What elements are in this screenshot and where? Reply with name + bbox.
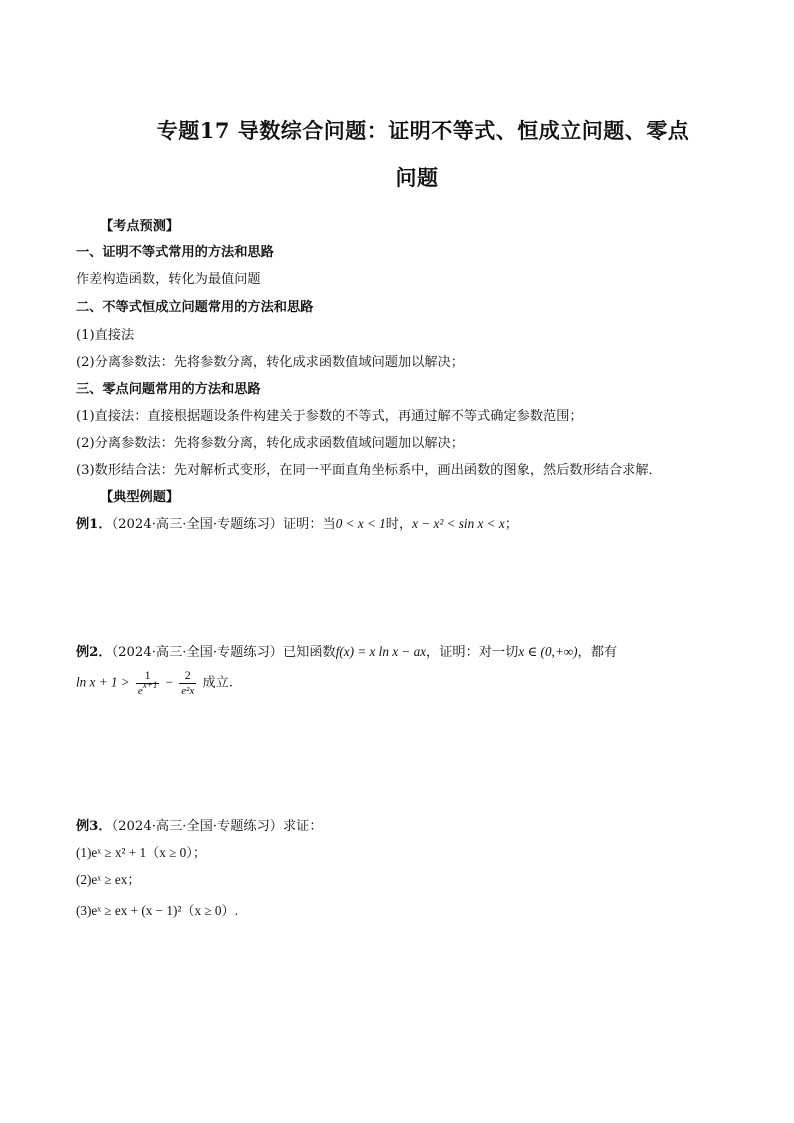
example-2-function: f(x) = x ln x − ax — [335, 644, 427, 659]
section-2-heading: 二、不等式恒成立问题常用的方法和思路 — [76, 300, 314, 315]
example-1-condition: 0 < x < 1 — [335, 516, 386, 531]
fraction-2-denominator: e²x — [181, 685, 195, 697]
example-2-minus: − — [165, 674, 174, 690]
section-2-item-1: (1)直接法 — [76, 328, 135, 343]
example-2-label: 例2． — [76, 645, 112, 660]
example-3-source: （2024·高三·全国·专题练习）求证： — [111, 819, 323, 834]
example-2-source: （2024·高三·全国·专题练习）已知函数 — [111, 645, 336, 660]
example-1-label: 例1． — [76, 517, 112, 532]
example-1-inequality: x − x² < sin x < x — [412, 516, 505, 531]
section-3-item-2: (2)分离参数法：先将参数分离，转化成求函数值域问题加以解决； — [76, 436, 464, 451]
example-3 — [76, 815, 323, 834]
section-1-body: 作差构造函数，转化为最值问题 — [76, 272, 261, 287]
fraction-1-denominator — [136, 680, 159, 698]
example-3-item-1: (1)eˣ ≥ x² + 1（x ≥ 0）； — [76, 845, 207, 860]
example-1-source: （2024·高三·全国·专题练习）证明：当 — [111, 517, 336, 532]
example-1-mid: 时， — [385, 517, 413, 532]
forecast-heading: 【考点预测】 — [100, 219, 180, 234]
section-3-item-3: (3)数形结合法：先对解析式变形，在同一平面直角坐标系中，画出函数的图象，然后数形结合求解． — [76, 463, 662, 478]
example-3-item-3: (3)eˣ ≥ ex + (x − 1)²（x ≥ 0）. — [76, 903, 238, 918]
example-3-label: 例3． — [76, 819, 112, 834]
section-3-item-1: (1)直接法：直接根据题设条件构建关于参数的不等式，再通过解不等式确定参数范围； — [76, 409, 583, 424]
example-2-domain: x ∈ (0,+∞) — [518, 644, 578, 659]
document-title-line-2: 问题 — [395, 165, 439, 190]
example-2-fraction-1 — [136, 668, 159, 698]
example-3-item-2: (2)eˣ ≥ ex； — [76, 872, 141, 887]
example-2-lhs: ln x + 1 > — [76, 674, 130, 690]
fraction-1-base: e — [137, 685, 143, 697]
example-2-tail: 成立. — [202, 675, 234, 691]
example-1-end: ； — [504, 517, 518, 532]
example-2-fraction-2 — [179, 668, 196, 698]
fraction-2-numerator: 2 — [179, 668, 196, 684]
example-1 — [76, 513, 518, 532]
example-2-line-2 — [76, 668, 233, 698]
example-2-line-1 — [76, 641, 617, 660]
examples-heading: 【典型例题】 — [100, 490, 180, 505]
example-2-mid: ，证明：对一切 — [426, 645, 519, 660]
section-1-heading: 一、证明不等式常用的方法和思路 — [76, 245, 274, 260]
example-2-end: ，都有 — [577, 645, 618, 660]
fraction-1-exponent: x+1 — [142, 680, 158, 690]
section-2-item-2: (2)分离参数法：先将参数分离，转化成求函数值域问题加以解决； — [76, 355, 464, 370]
section-3-heading: 三、零点问题常用的方法和思路 — [76, 382, 261, 397]
document-title-line-1: 专题17 导数综合问题：证明不等式、恒成立问题、零点 — [156, 118, 690, 143]
fraction-1-numerator: 1 — [136, 668, 159, 684]
